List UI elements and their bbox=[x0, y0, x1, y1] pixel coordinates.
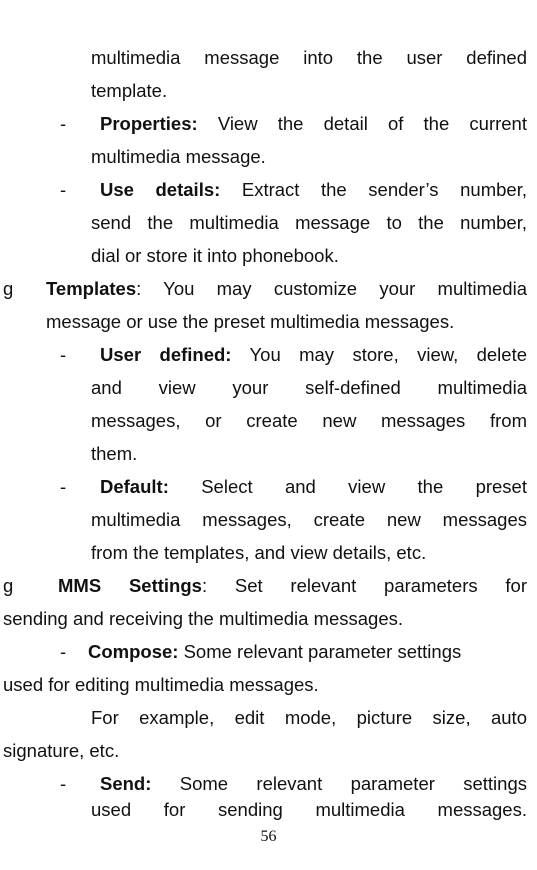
text-line: used for sending multimedia messages. bbox=[91, 799, 527, 820]
list-dash: - bbox=[60, 113, 67, 134]
list-item-send bbox=[100, 774, 527, 794]
text-line: used for editing multimedia messages. bbox=[3, 674, 319, 695]
list-item-compose bbox=[88, 642, 461, 662]
section-templates bbox=[46, 279, 527, 299]
text-line: message or use the preset multimedia messages. bbox=[46, 311, 455, 332]
text-line: from the templates, and view details, etc. bbox=[91, 542, 427, 563]
term-description: Extract the sender’s number, bbox=[220, 179, 527, 200]
term-description: Select and view the preset bbox=[168, 476, 527, 497]
bullet-marker: g bbox=[3, 278, 14, 299]
text-line: template. bbox=[91, 80, 168, 101]
list-dash: - bbox=[60, 179, 67, 200]
term-label: Properties: bbox=[100, 113, 198, 134]
section-description: : You may customize your multimedia bbox=[136, 278, 527, 299]
term-label: Send: bbox=[100, 773, 152, 794]
section-description: : Set relevant parameters for bbox=[201, 575, 527, 596]
text-line: dial or store it into phonebook. bbox=[91, 245, 339, 266]
page-number: 56 bbox=[260, 828, 277, 845]
term-description: Some relevant parameter settings bbox=[178, 641, 462, 662]
term-description: Some relevant parameter settings bbox=[151, 773, 527, 794]
term-label: Use details: bbox=[100, 179, 221, 200]
text-line: multimedia messages, create new messages bbox=[91, 509, 527, 530]
text-line: messages, or create new messages from bbox=[91, 410, 527, 431]
term-label: Default: bbox=[100, 476, 169, 497]
text-line: signature, etc. bbox=[3, 740, 120, 761]
text-line: multimedia message. bbox=[91, 146, 266, 167]
bullet-marker: g bbox=[3, 575, 14, 596]
term-label: User defined: bbox=[100, 344, 232, 365]
section-heading: Templates bbox=[46, 278, 137, 299]
text-line: send the multimedia message to the number, bbox=[91, 212, 527, 233]
text-line: multimedia message into the user defined bbox=[91, 47, 527, 68]
section-heading: MMS Settings bbox=[58, 575, 202, 596]
term-label: Compose: bbox=[88, 641, 179, 662]
text-line: them. bbox=[91, 443, 138, 464]
list-item-properties bbox=[100, 114, 527, 134]
list-dash: - bbox=[60, 344, 67, 365]
list-dash: - bbox=[60, 641, 67, 662]
text-line: and view your self-defined multimedia bbox=[91, 377, 527, 398]
text-line: For example, edit mode, picture size, auto bbox=[91, 707, 527, 728]
section-mms-settings bbox=[58, 576, 527, 596]
list-dash: - bbox=[60, 476, 67, 497]
list-item-use-details bbox=[100, 180, 527, 200]
list-item-default bbox=[100, 477, 527, 497]
list-dash: - bbox=[60, 773, 67, 794]
term-description: View the detail of the current bbox=[197, 113, 527, 134]
text-line: sending and receiving the multimedia messages. bbox=[3, 608, 404, 629]
list-item-user-defined bbox=[100, 345, 527, 365]
term-description: You may store, view, delete bbox=[231, 344, 528, 365]
